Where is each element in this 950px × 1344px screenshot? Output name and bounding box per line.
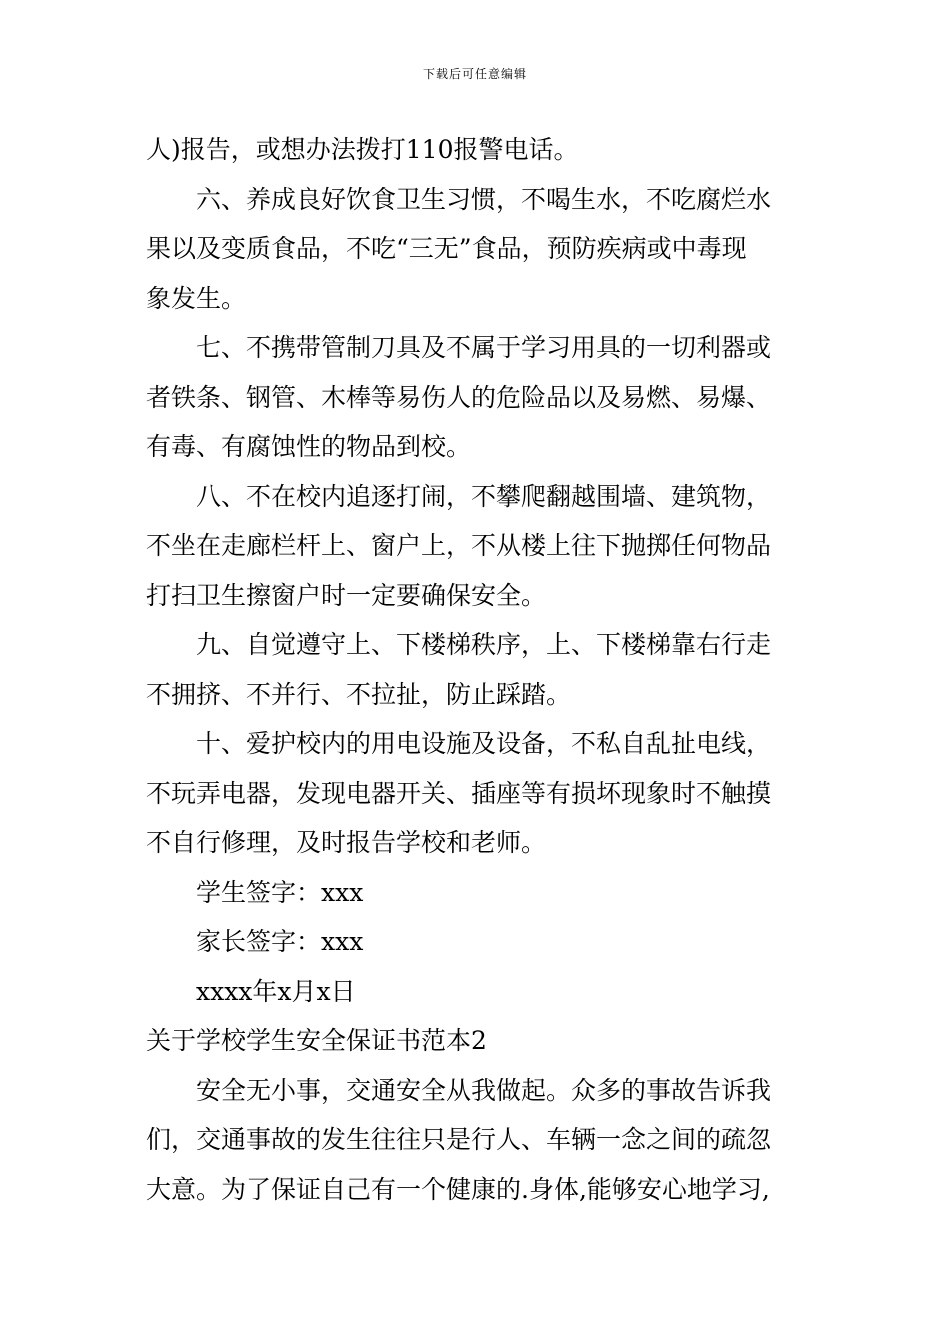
text-line: 者铁条、钢管、木棒等易伤人的危险品以及易燃、易爆、 [146, 382, 772, 412]
text-line: 六、养成良好饮食卫生习惯，不喝生水，不吃腐烂水 [196, 184, 772, 214]
parent-signature: 家长签字：xxx [196, 927, 364, 956]
student-signature: 学生签字：xxx [196, 877, 364, 907]
text-line: 果以及变质食品，不吃“三无”食品，预防疾病或中毒现 [146, 234, 747, 263]
text-line: 不拥挤、不并行、不拉扯，防止踩踏。 [146, 679, 572, 709]
signature-date: xxxx年x月x日 [196, 976, 356, 1006]
text-line: 九、自觉遵守上、下楼梯秩序，上、下楼梯靠右行走 [196, 630, 772, 659]
text-line: 八、不在校内追逐打闹，不攀爬翻越围墙、建筑物， [196, 481, 772, 511]
section-heading: 关于学校学生安全保证书范本2 [146, 1026, 487, 1055]
text-line: 十、爱护校内的用电设施及设备，不私自乱扯电线， [196, 729, 772, 758]
text-line: 大意。为了保证自己有一个健康的.身体,能够安心地学习, [146, 1174, 770, 1204]
text-line: 有毒、有腐蚀性的物品到校。 [146, 432, 472, 461]
text-line: 安全无小事，交通安全从我做起。众多的事故告诉我 [196, 1075, 772, 1105]
page-header: 下载后可任意编辑 [422, 67, 527, 81]
document-body [146, 125, 811, 1214]
text-line: 不自行修理，及时报告学校和老师。 [146, 828, 547, 857]
text-line: 人)报告，或想办法拨打110报警电话。 [146, 135, 579, 164]
text-line: 们，交通事故的发生往往只是行人、车辆一念之间的疏忽 [146, 1125, 772, 1154]
text-line: 不玩弄电器，发现电器开关、插座等有损坏现象时不触摸 [146, 778, 772, 808]
text-line: 打扫卫生擦窗户时一定要确保安全。 [146, 580, 547, 610]
text-line: 不坐在走廊栏杆上、窗户上，不从楼上往下抛掷任何物品 [146, 531, 772, 560]
text-line: 象发生。 [146, 283, 247, 313]
text-line: 七、不携带管制刀具及不属于学习用具的一切利器或 [196, 333, 772, 362]
